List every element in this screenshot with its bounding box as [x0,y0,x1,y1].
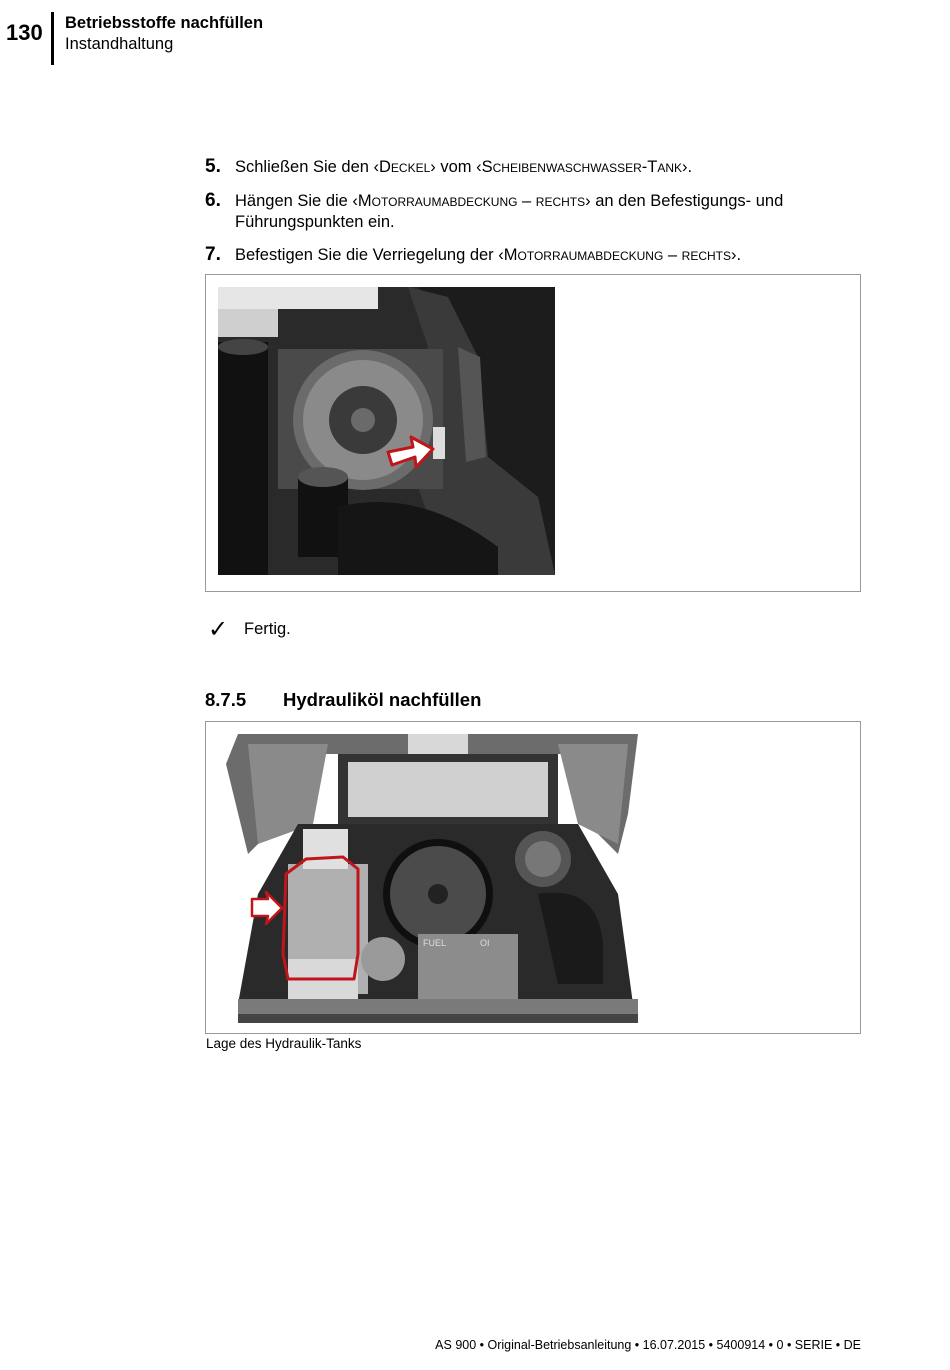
header-divider [51,12,54,65]
step-number: 6. [205,190,221,211]
engine-cover-photo [218,287,555,575]
section-title: Hydrauliköl nachfüllen [283,689,482,710]
page-number: 130 [6,20,43,45]
result-label: Fertig. [244,620,291,638]
figure-engine-cover [205,274,861,592]
step-text: Befestigen Sie die Verriegelung der ‹Motorraumabdeckung – rechts›. [235,246,742,264]
figure-hydraulic-tank [205,721,861,1034]
section-number: 8.7.5 [205,689,247,710]
step-number: 7. [205,244,221,265]
step-text: Hängen Sie die ‹Motorraumabdeckung – rechts› an den Befestigungs- und Führungspunkten ein. [235,192,784,231]
chapter-subtitle: Instandhaltung [65,35,174,53]
checkmark-icon: ✓ [208,616,229,643]
step-text: Schließen Sie den ‹Deckel› vom ‹Scheibenwaschwasser-Tank›. [235,158,693,176]
figure-caption: Lage des Hydraulik-Tanks [206,1036,362,1051]
fuel-label: FUEL [423,938,447,948]
hydraulic-tank-photo [218,734,654,1023]
chapter-title: Betriebsstoffe nachfüllen [65,14,264,32]
oil-label: OI [480,938,490,948]
page-footer: AS 900 • Original-Betriebsanleitung • 16.07.2015 • 5400914 • 0 • SERIE • DE [435,1338,861,1352]
step-number: 5. [205,156,221,177]
